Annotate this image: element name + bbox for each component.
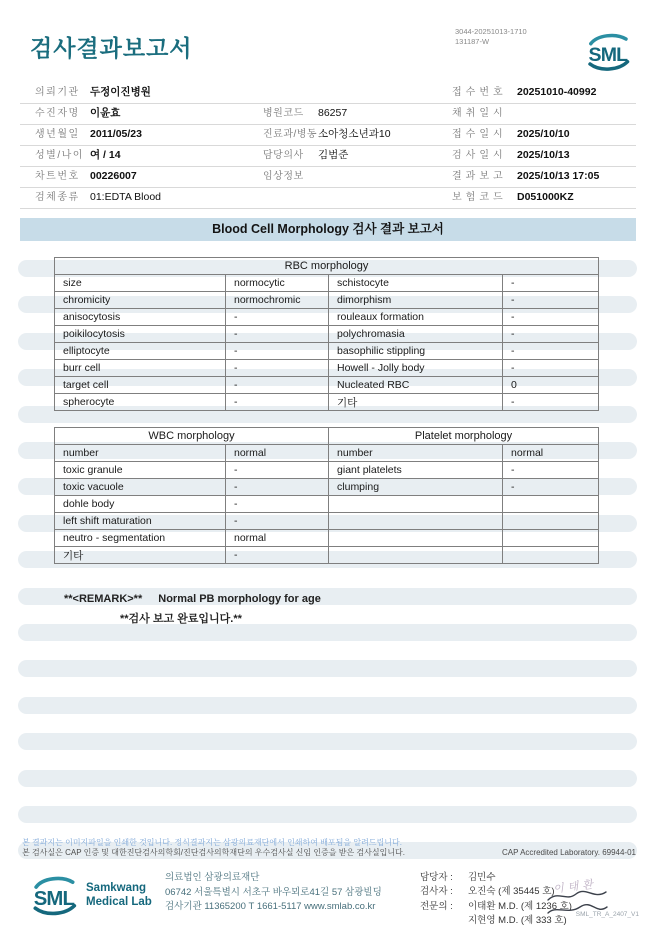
- wbc-table-cell: number: [329, 445, 503, 462]
- staff-value: 지현영 M.D. (제 333 호): [468, 914, 567, 925]
- footer-logo-name: [86, 882, 152, 910]
- field-label: 보험코드: [452, 192, 507, 203]
- field-label: 진료과/병동: [263, 129, 318, 140]
- wbc-table-cell: -: [226, 547, 329, 564]
- org-name: 의료법인 삼광의료재단: [165, 872, 260, 883]
- staff-value: 김민수: [468, 872, 496, 883]
- wbc-table-row: [55, 496, 599, 513]
- field-label: 생년월일: [35, 129, 80, 140]
- org-contact: 검사기관 11365200 T 1661-5117 www.smlab.co.kr: [165, 901, 376, 913]
- rbc-table-cell: -: [226, 377, 329, 394]
- rbc-table-cell: -: [503, 326, 599, 343]
- rbc-table-cell: normochromic: [226, 292, 329, 309]
- wbc-table-cell: [329, 547, 503, 564]
- org-address: 06742 서울특별시 서초구 바우뫼로41길 57 삼광빌딩: [165, 886, 382, 898]
- wbc-table-row: [55, 530, 599, 547]
- rbc-table-cell: 0: [503, 377, 599, 394]
- rbc-table-cell: schistocyte: [329, 275, 503, 292]
- rbc-table-row: [55, 343, 599, 360]
- rbc-table-cell: -: [226, 309, 329, 326]
- field-label: 차트번호: [35, 171, 80, 182]
- footer-logo-block: [28, 874, 152, 918]
- remark-prefix: **<REMARK>**: [64, 593, 143, 605]
- footer-notice-cap: 본 검사실은 CAP 인증 및 대한진단검사의학회/진단검사의학재단의 우수검사실 신임 인증을 받은 검사실입니다.: [22, 848, 406, 857]
- rbc-table-row: [55, 309, 599, 326]
- staff-label: 담당자 :: [420, 872, 453, 883]
- wbc-table-cell: -: [226, 479, 329, 496]
- svg-text:SML: SML: [33, 887, 75, 910]
- wbc-table-cell: [503, 530, 599, 547]
- handwritten-name: 이태환: [552, 878, 598, 896]
- rbc-table-cell: burr cell: [55, 360, 226, 377]
- background-stripe: [18, 697, 637, 714]
- logo-name-line1: Samkwang: [86, 882, 147, 895]
- wbc-table-row: [55, 547, 599, 564]
- rbc-table-cell: 기타: [329, 394, 503, 411]
- rbc-table-cell: elliptocyte: [55, 343, 226, 360]
- remark-text: Normal PB morphology for age: [158, 593, 321, 605]
- field-value: 86257: [318, 107, 348, 119]
- sml-logo-icon: [583, 32, 633, 74]
- rbc-table-cell: size: [55, 275, 226, 292]
- patient-info-row: [20, 124, 636, 146]
- wbc-table-cell: [503, 547, 599, 564]
- field-label: 병원코드: [263, 108, 304, 119]
- wbc-table-cell: neutro - segmentation: [55, 530, 226, 547]
- wbc-table-cell: left shift maturation: [55, 513, 226, 530]
- field-value: 김범준: [318, 149, 349, 161]
- wbc-table-cell: [503, 496, 599, 513]
- wbc-table-cell: giant platelets: [329, 462, 503, 479]
- patient-info-row: [20, 103, 636, 125]
- svg-text:SML: SML: [588, 43, 628, 66]
- remark-complete-line: **검사 보고 완료입니다.**: [120, 613, 242, 625]
- field-label: 담당의사: [263, 150, 304, 161]
- patient-info-row: [20, 187, 636, 209]
- rbc-table-cell: polychromasia: [329, 326, 503, 343]
- wbc-table-cell: -: [226, 462, 329, 479]
- patient-info-row: [20, 145, 636, 167]
- rbc-table-cell: -: [226, 360, 329, 377]
- field-value: 두정이진병원: [90, 86, 151, 98]
- rbc-table-cell: rouleaux formation: [329, 309, 503, 326]
- background-stripe: [18, 660, 637, 677]
- rbc-table-cell: -: [226, 326, 329, 343]
- rbc-table-row: [55, 377, 599, 394]
- wbc-table-row: [55, 462, 599, 479]
- wbc-table-header-row: [55, 428, 599, 445]
- rbc-table-cell: normocytic: [226, 275, 329, 292]
- wbc-table-cell: 기타: [55, 547, 226, 564]
- field-label: 검체종류: [35, 192, 80, 203]
- platelet-table-header: Platelet morphology: [329, 428, 599, 445]
- field-label: 수진자명: [35, 108, 80, 119]
- field-value: 2011/05/23: [90, 128, 142, 140]
- staff-line: [420, 871, 572, 885]
- wbc-table-row: [55, 479, 599, 496]
- wbc-table-cell: toxic granule: [55, 462, 226, 479]
- organization-info: [165, 871, 382, 915]
- wbc-table-cell: -: [503, 479, 599, 496]
- field-value: 2025/10/13 17:05: [517, 170, 600, 182]
- rbc-table-cell: -: [503, 292, 599, 309]
- wbc-table-cell: -: [503, 462, 599, 479]
- section-banner: Blood Cell Morphology 검사 결과 보고서: [20, 218, 636, 241]
- rbc-table-cell: -: [226, 343, 329, 360]
- rbc-table-row: [55, 292, 599, 309]
- page-title: 검사결과보고서: [30, 35, 193, 61]
- rbc-table-cell: dimorphism: [329, 292, 503, 309]
- patient-info-row: [20, 166, 636, 188]
- rbc-table-cell: -: [503, 394, 599, 411]
- document-number-line1: 3044-20251013-1710: [455, 27, 527, 36]
- staff-label: 검사자 :: [420, 886, 453, 898]
- wbc-table-cell: [503, 513, 599, 530]
- field-value: 2025/10/13: [517, 149, 570, 161]
- wbc-table-cell: -: [226, 513, 329, 530]
- wbc-table-cell: [329, 496, 503, 513]
- field-label: 접수번호: [452, 87, 507, 98]
- wbc-table-cell: [329, 513, 503, 530]
- footer-notice-image: 본 결과지는 이미지파일을 인쇄한 것입니다. 정식결과지는 삼광의료재단에서 인쇄하여 배포됨을 알려드립니다.: [22, 838, 402, 847]
- field-value: 이윤효: [90, 107, 121, 119]
- background-stripe: [18, 624, 637, 641]
- document-number-line2: 131187-W: [455, 37, 490, 47]
- rbc-table-row: [55, 360, 599, 377]
- background-stripe: [18, 733, 637, 750]
- sml-logo-icon: [28, 874, 80, 918]
- remark-line: [64, 593, 321, 605]
- staff-value: 오진숙 (제 35445 호): [468, 886, 555, 898]
- rbc-table-cell: -: [503, 309, 599, 326]
- wbc-table-cell: number: [55, 445, 226, 462]
- field-value: 여 / 14: [90, 149, 121, 161]
- background-stripe: [18, 770, 637, 787]
- field-label: 의뢰기관: [35, 87, 80, 98]
- field-value: 20251010-40992: [517, 86, 597, 98]
- rbc-table-header-row: [55, 258, 599, 275]
- rbc-table-cell: -: [503, 343, 599, 360]
- rbc-table-cell: chromicity: [55, 292, 226, 309]
- field-label: 검사일시: [452, 150, 507, 161]
- wbc-table-cell: clumping: [329, 479, 503, 496]
- form-code: SML_TR_A_2407_V1: [575, 911, 639, 918]
- rbc-morphology-table: [54, 257, 599, 411]
- rbc-table-row: [55, 326, 599, 343]
- wbc-table-header: WBC morphology: [55, 428, 329, 445]
- field-value: 01:EDTA Blood: [90, 191, 162, 203]
- staff-value: 이태환 M.D. (제 1236 호): [468, 900, 572, 912]
- wbc-platelet-morphology-table: [54, 427, 599, 564]
- field-value: D051000KZ: [517, 191, 574, 203]
- logo-name-line2: Medical Lab: [86, 896, 152, 908]
- field-label: 채취일시: [452, 108, 507, 119]
- field-value: 00226007: [90, 170, 137, 182]
- rbc-table-cell: -: [503, 360, 599, 377]
- field-value: 소아청소년과10: [318, 128, 391, 140]
- field-value: 2025/10/10: [517, 128, 570, 140]
- rbc-table-cell: basophilic stippling: [329, 343, 503, 360]
- field-label: 임상정보: [263, 171, 304, 182]
- wbc-table-row: [55, 445, 599, 462]
- wbc-table-cell: -: [226, 496, 329, 513]
- rbc-table-cell: anisocytosis: [55, 309, 226, 326]
- rbc-table-row: [55, 394, 599, 411]
- wbc-table-cell: dohle body: [55, 496, 226, 513]
- rbc-table-cell: Nucleated RBC: [329, 377, 503, 394]
- field-label: 결과보고: [452, 171, 507, 182]
- rbc-table-cell: spherocyte: [55, 394, 226, 411]
- wbc-table-cell: normal: [503, 445, 599, 462]
- rbc-table-cell: Howell - Jolly body: [329, 360, 503, 377]
- rbc-table-header: RBC morphology: [55, 258, 599, 275]
- wbc-table-row: [55, 513, 599, 530]
- patient-info-row: [20, 82, 636, 104]
- cap-accreditation-text: CAP Accredited Laboratory. 69944-01: [501, 848, 636, 857]
- wbc-table-cell: toxic vacuole: [55, 479, 226, 496]
- staff-label: 전문의 :: [420, 900, 453, 912]
- wbc-table-cell: normal: [226, 530, 329, 547]
- rbc-table-cell: -: [226, 394, 329, 411]
- rbc-table-cell: target cell: [55, 377, 226, 394]
- background-stripe: [18, 806, 637, 823]
- wbc-table-cell: normal: [226, 445, 329, 462]
- wbc-table-cell: [329, 530, 503, 547]
- rbc-table-cell: -: [503, 275, 599, 292]
- field-label: 성별/나이: [35, 150, 84, 161]
- rbc-table-cell: poikilocytosis: [55, 326, 226, 343]
- rbc-table-row: [55, 275, 599, 292]
- document-number: [455, 27, 527, 47]
- field-label: 접수일시: [452, 129, 507, 140]
